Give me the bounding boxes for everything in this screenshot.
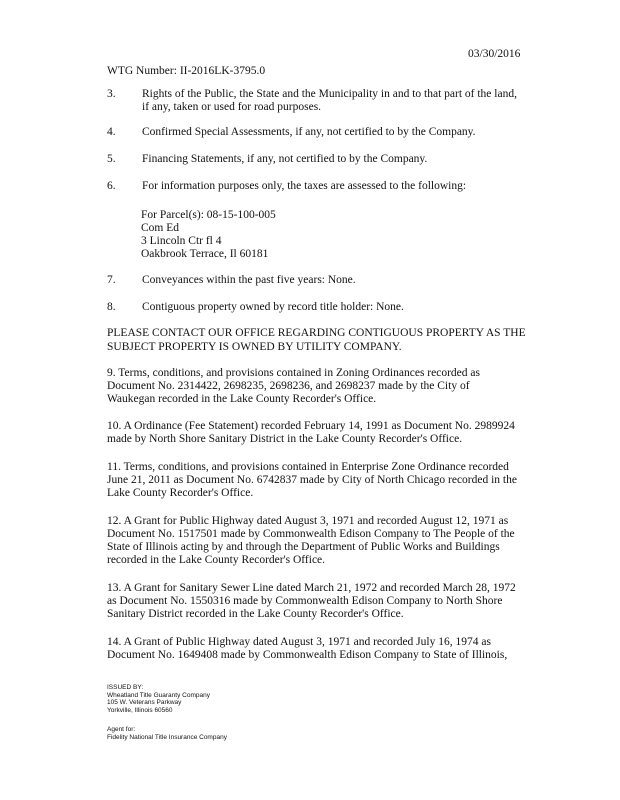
exception-paragraph: 12. A Grant for Public Highway dated August 3, 1971 and recorded August 12, 1971 as Document No. 1517501 made by Commonwealth Edison Company to The People of the State of Illinois acting by and through the Department of Public Works and Buildings recorded in the Lake County Recorder's Office. [107,515,515,566]
item-number: 8. [107,301,116,313]
item-text: Confirmed Special Assessments, if any, not certified to by the Company. [142,126,476,138]
document-date: 03/30/2016 [468,48,521,60]
agent-for-label: Agent for: [107,726,136,733]
wtg-number: WTG Number: II-2016LK-3795.0 [107,65,266,77]
issuer-street: 105 W. Veterans Parkway [107,699,182,706]
item-text: Conveyances within the past five years: None. [142,274,356,286]
issued-by-label: ISSUED BY: [107,684,144,691]
item-number: 7. [107,274,116,286]
item-number: 5. [107,153,116,165]
exception-paragraph: 10. A Ordinance (Fee Statement) recorded February 14, 1991 as Document No. 2989924 made by North Shore Sanitary District in the Lake County Recorder's Office. [107,420,515,445]
exception-paragraph: 14. A Grant of Public Highway dated August 3, 1971 and recorded July 16, 1974 as Document No. 1649408 made by Commonwealth Edison Company to State of Illinois, [107,636,508,661]
issuer-city: Yorkville, Illinois 60560 [107,706,173,714]
item-text: Financing Statements, if any, not certified to by the Company. [142,153,428,165]
item-number: 4. [107,126,116,138]
exception-paragraph: 9. Terms, conditions, and provisions contained in Zoning Ordinances recorded as Document No. 2314422, 2698235, 2698236, and 2698237 made by the City of Waukegan recorded in the Lake County Recorder's Office. [107,367,480,405]
taxpayer-city: Oakbrook Terrace, Il 60181 [141,248,269,260]
item-text: Rights of the Public, the State and the Municipality in and to that part of the land, if any, taken or used for road purposes. [142,88,517,113]
item-number: 6. [107,180,116,192]
parcel-number: For Parcel(s): 08-15-100-005 [141,209,276,221]
tax-address-block [141,209,276,261]
exception-paragraph: 11. Terms, conditions, and provisions contained in Enterprise Zone Ordinance recorded June 21, 2011 as Document No. 6742837 made by City of North Chicago recorded in the Lake County Recorder's Office. [107,461,517,499]
issuer-company: Wheatland Title Guaranty Company [107,691,210,699]
exception-paragraph: 13. A Grant for Sanitary Sewer Line dated March 21, 1972 and recorded March 28, 1972 as Document No. 1550316 made by Commonwealth Edison Company to North Shore Sanitary District recorded in the Lake County Recorder's Office. [107,582,516,620]
agent-company: Fidelity National Title Insurance Company [107,733,227,741]
item-number: 3. [107,88,116,100]
item-text: For information purposes only, the taxes are assessed to the following: [142,180,467,192]
contiguous-property-notice: PLEASE CONTACT OUR OFFICE REGARDING CONTIGUOUS PROPERTY AS THE SUBJECT PROPERTY IS OWNED BY UTILITY COMPANY. [107,327,526,353]
item-text: Contiguous property owned by record title holder: None. [142,301,404,313]
taxpayer-name: Com Ed [141,222,180,234]
taxpayer-street: 3 Lincoln Ctr fl 4 [141,235,222,247]
agent-block [107,726,227,741]
issuer-block [107,684,210,714]
